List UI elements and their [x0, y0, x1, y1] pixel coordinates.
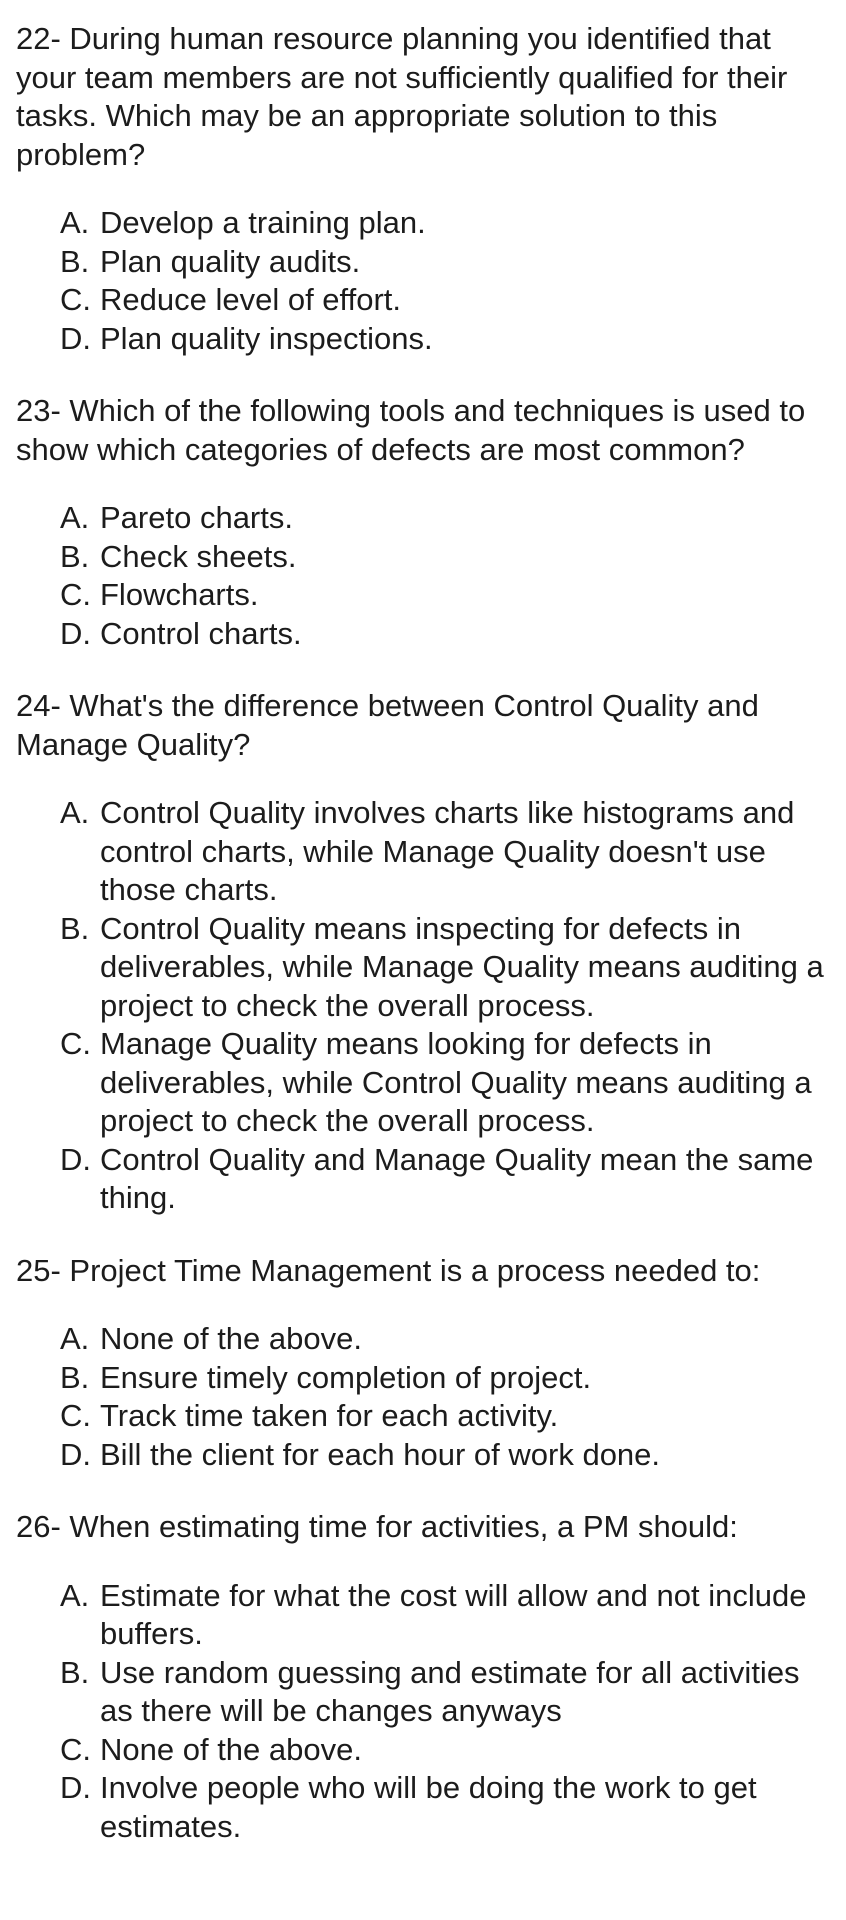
question-24: [16, 687, 832, 1218]
option-letter: B.: [60, 243, 90, 279]
option-text: Control Quality involves charts like histograms and control charts, while Manage Quality doesn't use those charts.: [100, 795, 795, 907]
option-letter: D.: [60, 320, 91, 356]
option-letter: A.: [60, 795, 90, 830]
option-c: [60, 1397, 832, 1436]
option-b: [60, 538, 832, 577]
option-text: Pareto charts.: [100, 500, 293, 535]
option-d: [60, 1769, 832, 1846]
option-text: Track time taken for each activity.: [100, 1398, 559, 1433]
option-d: [60, 320, 832, 359]
option-letter: A.: [60, 500, 90, 535]
option-a: [60, 1320, 832, 1359]
option-letter: C.: [60, 577, 91, 612]
option-c: [60, 1731, 832, 1770]
option-d: [60, 1141, 832, 1218]
question-25: [16, 1252, 832, 1475]
option-letter: B.: [60, 538, 90, 574]
option-text: Check sheets.: [100, 538, 297, 574]
option-letter: A.: [60, 1577, 90, 1613]
question-text: 25- Project Time Management is a process needed to:: [16, 1252, 761, 1288]
option-letter: D.: [60, 1436, 91, 1472]
option-text: Reduce level of effort.: [100, 282, 401, 317]
option-text: Plan quality audits.: [100, 243, 361, 279]
question-22: [16, 20, 832, 358]
option-letter: D.: [60, 1141, 91, 1177]
option-c: [60, 1025, 832, 1141]
option-text: Control Quality and Manage Quality mean the same thing.: [100, 1141, 814, 1215]
option-text: Use random guessing and estimate for all activities as there will be changes anyways: [100, 1654, 800, 1728]
answer-options: [16, 1320, 832, 1474]
option-b: [60, 243, 832, 282]
answer-options: [16, 499, 832, 653]
question-23: [16, 392, 832, 653]
option-text: None of the above.: [100, 1321, 362, 1356]
option-b: [60, 1654, 832, 1731]
option-a: [60, 204, 832, 243]
option-text: Develop a training plan.: [100, 205, 426, 240]
option-c: [60, 576, 832, 615]
option-letter: B.: [60, 910, 90, 946]
question-text: 23- Which of the following tools and techniques is used to show which categories of defects are most common?: [16, 393, 806, 467]
option-b: [60, 1359, 832, 1398]
option-text: Estimate for what the cost will allow and not include buffers.: [100, 1577, 807, 1651]
option-letter: D.: [60, 1770, 91, 1805]
question-text: 22- During human resource planning you identified that your team members are not sufficiently qualified for their tasks. Which may be an appropriate solution to this problem?: [16, 21, 788, 172]
option-text: Control charts.: [100, 615, 302, 651]
question-text: 26- When estimating time for activities, a PM should:: [16, 1509, 738, 1544]
option-text: Plan quality inspections.: [100, 320, 433, 356]
answer-options: [16, 794, 832, 1218]
option-letter: C.: [60, 1731, 91, 1767]
option-letter: C.: [60, 1026, 91, 1061]
option-d: [60, 1436, 832, 1475]
option-text: Ensure timely completion of project.: [100, 1359, 592, 1395]
option-text: Manage Quality means looking for defects in deliverables, while Control Quality means auditing a project to check the overall process.: [100, 1026, 812, 1138]
option-text: Bill the client for each hour of work done.: [100, 1436, 661, 1472]
option-a: [60, 1577, 832, 1654]
answer-options: [16, 1577, 832, 1847]
option-c: [60, 281, 832, 320]
question-26: [16, 1508, 832, 1846]
option-d: [60, 615, 832, 654]
option-letter: A.: [60, 205, 90, 240]
option-letter: B.: [60, 1359, 90, 1395]
option-a: [60, 499, 832, 538]
option-letter: C.: [60, 1398, 91, 1433]
answer-options: [16, 204, 832, 358]
option-letter: C.: [60, 282, 91, 317]
option-text: None of the above.: [100, 1731, 362, 1767]
option-letter: A.: [60, 1321, 90, 1356]
option-letter: B.: [60, 1654, 90, 1690]
option-letter: D.: [60, 615, 91, 651]
option-a: [60, 794, 832, 910]
option-text: Involve people who will be doing the work to get estimates.: [100, 1770, 757, 1844]
option-text: Flowcharts.: [100, 577, 259, 612]
option-text: Control Quality means inspecting for defects in deliverables, while Manage Quality means auditing a project to check the overall process.: [100, 910, 824, 1023]
question-text: 24- What's the difference between Control Quality and Manage Quality?: [16, 688, 759, 762]
option-b: [60, 910, 832, 1026]
